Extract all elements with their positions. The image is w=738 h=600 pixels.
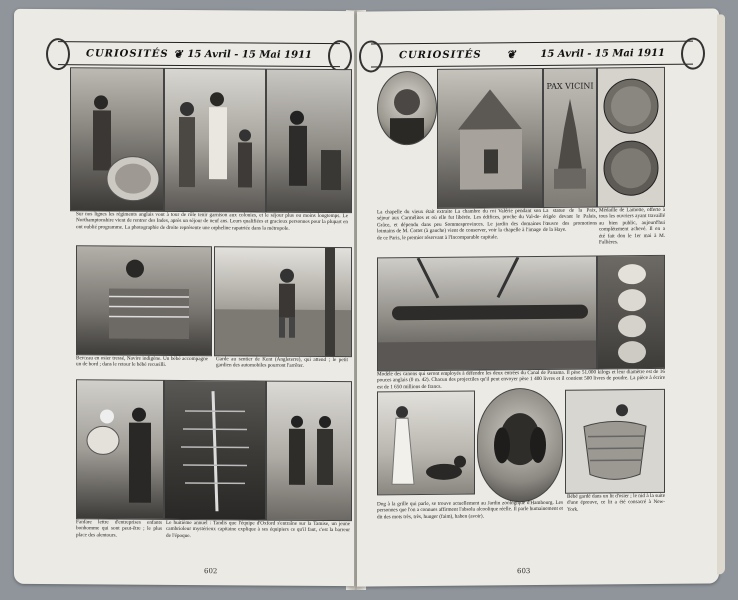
section-title: CURIOSITÉS bbox=[399, 48, 482, 61]
statue-inscription: PAX VICINI bbox=[546, 81, 594, 91]
right-page-header bbox=[371, 41, 693, 68]
caption-peace-statue: La statue de la Paix, érigée devant le Palais, l'œuvre des promotions de la Haye. bbox=[543, 207, 597, 234]
left-page-header bbox=[58, 41, 340, 67]
section-title: CURIOSITÉS bbox=[86, 47, 169, 60]
open-book bbox=[14, 10, 722, 590]
caption-chateau: La chapelle du vieux était extraite La chambre du roi Valérie pendant son séjour aux Carmélites et où elle fut libérée. Les édifices, proche du Val-de-Grâce, et dépendu dans peu Sommesprovinces. Le jardin des domaines lointains de M. Cottet (à gauche) vient de conserver, voir la chapelle à l'image de ce Paris, le premier réservant à l'Incomparable capitale. bbox=[377, 207, 541, 242]
page-number-left: 602 bbox=[204, 567, 218, 576]
caption-medal: Médaille de Lamotte, offerte à tous les ouvriers ayant travaillé au bien public, aujourd'hui complètement achevé. Il en a été fait don le 1er mai à M. Fallières. bbox=[599, 206, 665, 246]
issue-date: 15 Avril - 15 Mai 1911 bbox=[187, 48, 312, 61]
photo-peace-statue bbox=[543, 67, 597, 207]
photo-basket-baby bbox=[76, 245, 212, 356]
ornament-icon bbox=[46, 38, 70, 70]
ornament-icon bbox=[328, 40, 352, 72]
photo-chateau bbox=[437, 68, 543, 209]
photo-band-tuba bbox=[76, 379, 164, 520]
photo-dog-portrait bbox=[477, 388, 563, 503]
photo-medals bbox=[597, 67, 665, 208]
caption-basket-baby: Berceau en osier tressé, Navire indigène. Un bébé accompagne un de bord ; dans le retour le bébé recueilli. bbox=[76, 355, 208, 369]
photo-soldier-deck bbox=[266, 69, 352, 214]
photo-family-group bbox=[164, 68, 266, 213]
caption-band-tuba: Fanfare lettre d'entreprises enfants bonhomme qui sont peut-être ; le plus place des alentours. bbox=[76, 519, 162, 539]
photo-tiny-sentinel bbox=[214, 246, 352, 357]
caption-tiny-sentinel: Garde au sentier de Kent (Angleterre), qui attend ; le petit gardien des automobiles pourront l'arrêter. bbox=[216, 356, 348, 370]
page-number-right: 603 bbox=[517, 567, 531, 576]
photo-wicker-cradle bbox=[565, 389, 665, 494]
photo-portrait-man bbox=[377, 71, 437, 146]
caption-cradle: Bébé gardé dans un lit d'osier ; le nid à la suite d'une épreuve, ce lit a été consacré à New-York. bbox=[567, 492, 665, 513]
fleuron-icon: ❦ bbox=[173, 47, 183, 61]
caption-cannon: Modèle des canons qui seront employés à défendre les deux entrées du Canal de Panama. Il pèse 51.000 kilogs et leur diamètre est de 16 pouces anglais (0 m. 42). Chacun des projectiles qu'il peut envoyer pèse 1 400 livres et il contient 500 livres de poudre. La pièce à écrire est de 1 650 millions de francs. bbox=[377, 368, 665, 391]
photo-soldier-drum bbox=[70, 67, 164, 212]
photo-lady-dog bbox=[377, 391, 475, 496]
photo-cannon bbox=[377, 255, 597, 371]
caption-dog: Dog à la grille qui parle, se trouve actuellement au Jardin zoologique d'Hambourg. Les personnes que l'on a connues affirment l'absolu alcoolique réelle. Il parle humainement et dit des mots très, très, hunger (faim), haben (avoir). bbox=[377, 499, 563, 521]
ornament-icon bbox=[681, 38, 705, 70]
right-page bbox=[357, 8, 719, 586]
fleuron-icon: ❦ bbox=[506, 47, 516, 61]
ornament-icon bbox=[359, 40, 383, 72]
issue-date: 15 Avril - 15 Mai 1911 bbox=[540, 47, 665, 60]
photo-rowing-eight bbox=[164, 380, 266, 521]
left-page bbox=[14, 9, 354, 586]
photo-projectiles bbox=[597, 255, 665, 370]
photo-two-boys bbox=[266, 381, 352, 522]
page-edges bbox=[717, 14, 725, 574]
caption-rowing-eight: Le huitième annuel : Tandis que l'équipe d'Oxford s'entraîne sur la Tamise, un jeune cambrioleur mystérieux capitaine explique à ses équipiers ce qu'il faut, c'est la barreur de l'époque. bbox=[166, 519, 350, 539]
caption-troops: Sur nos lignes les régiments anglais vont à tour de rôle tenir garnison aux colonies, et le séjour plus ou moins longtemps. Le Northamptonshire vient de rentrer des Indes, après un séjour de neuf ans. Leurs qualifiées et gracieux personnes pour la plupart en ont oublié programme. La photographie de droite représente une orpheline rapatriée dans la métropole. bbox=[76, 211, 348, 232]
